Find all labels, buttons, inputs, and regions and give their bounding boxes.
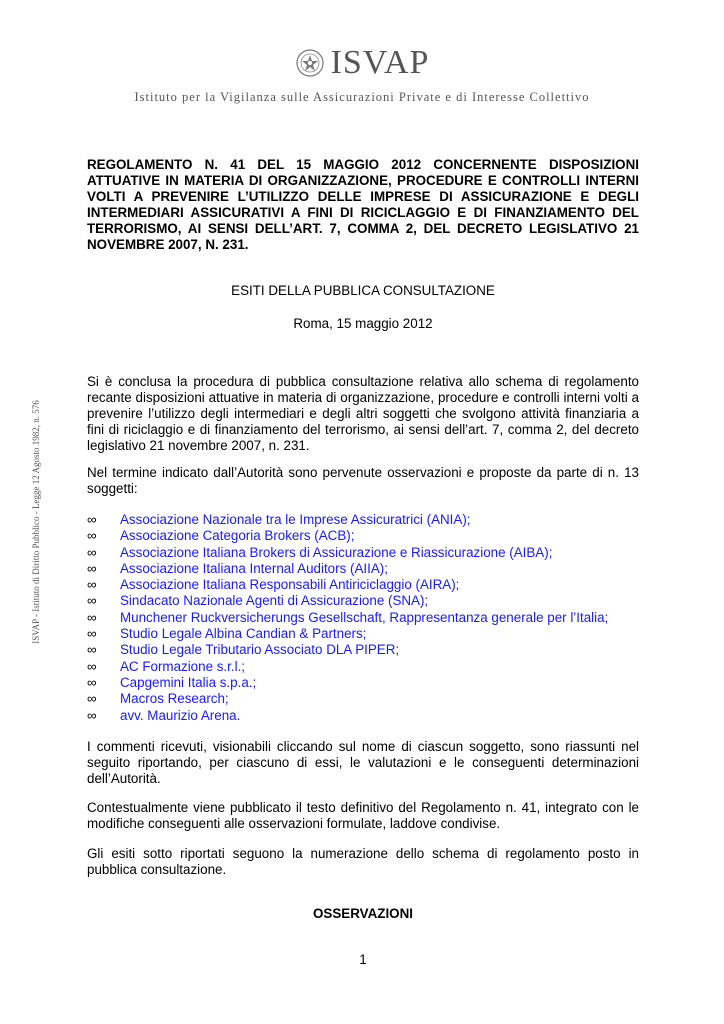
letterhead [0, 44, 724, 105]
regulation-title: REGOLAMENTO N. 41 DEL 15 MAGGIO 2012 CONCERNENTE DISPOSIZIONI ATTUATIVE IN MATERIA DI ORGANIZZAZIONE, PROCEDURE E CONTROLLI INTERNI VOLTI A PREVENIRE L’UTILIZZO DELLE IMPRESE DI ASSICURAZIONE E DEGLI INTERMEDIARI ASSICURATIVI A FINI DI RICICLAGGIO E DI FINANZIAMENTO DEL TERRORISMO, AI SENSI DELL’ART. 7, COMMA 2, DEL DECRETO LEGISLATIVO 21 NOVEMBRE 2007, N. 231. [87, 157, 639, 252]
date-line: Roma, 15 maggio 2012 [293, 316, 433, 331]
page-number: 1 [359, 952, 367, 967]
infinity-bullet-icon: ∞ [87, 674, 97, 690]
subject-link-munchener[interactable]: Munchener Ruckversicherungs Gesellschaft, Rappresentanza generale per l’Italia; [120, 609, 609, 625]
paragraph-intro: Si è conclusa la procedura di pubblica consultazione relativa allo schema di regolamento recante disposizioni attuative in materia di organizzazione, procedure e controlli interni volti a prevenire l’utilizzo degli intermediari e degli altri soggetti che svolgono attività finanziaria a fini di riciclaggio e di finanziamento del terrorismo, ai sensi dell’art. 7, comma 2, del decreto legislativo 21 novembre 2007, n. 231. [87, 374, 639, 453]
subject-link-ac-formazione[interactable]: AC Formazione s.r.l.; [120, 658, 246, 674]
list-item [87, 659, 639, 675]
subject-link-capgemini[interactable]: Capgemini Italia s.p.a.; [120, 674, 257, 690]
italian-republic-emblem-icon [295, 48, 325, 78]
vertical-sidebar-note [28, 388, 44, 656]
paragraph-publication: Contestualmente viene pubblicato il testo definitivo del Regolamento n. 41, integrato con le modifiche conseguenti alle osservazioni formulate, laddove condivise. [87, 800, 639, 831]
subject-link-candian[interactable]: Studio Legale Albina Candian & Partners; [120, 626, 367, 642]
infinity-bullet-icon: ∞ [87, 528, 97, 544]
institute-subtitle: Istituto per la Vigilanza sulle Assicurazioni Private e di Interesse Collettivo [134, 90, 590, 104]
list-item [87, 675, 639, 691]
list-item [87, 708, 639, 724]
infinity-bullet-icon: ∞ [87, 560, 97, 576]
list-item [87, 545, 639, 561]
subject-link-arena[interactable]: avv. Maurizio Arena. [120, 707, 241, 723]
subject-link-sna[interactable]: Sindacato Nazionale Agenti di Assicurazione (SNA); [120, 593, 429, 609]
infinity-bullet-icon: ∞ [87, 512, 97, 527]
section-heading-osservazioni: OSSERVAZIONI [313, 906, 413, 921]
list-item [87, 642, 639, 658]
infinity-bullet-icon: ∞ [87, 642, 97, 658]
list-item [87, 528, 639, 544]
section-heading-esiti: ESITI DELLA PUBBLICA CONSULTAZIONE [231, 283, 495, 298]
subject-link-macros[interactable]: Macros Research; [120, 691, 229, 707]
infinity-bullet-icon: ∞ [87, 609, 97, 625]
list-item [87, 561, 639, 577]
infinity-bullet-icon: ∞ [87, 658, 97, 674]
logo-text: ISVAP [330, 44, 430, 81]
list-item [87, 593, 639, 609]
list-item [87, 610, 639, 626]
infinity-bullet-icon: ∞ [87, 691, 97, 707]
subject-link-aiba[interactable]: Associazione Italiana Brokers di Assicurazione e Riassicurazione (AIBA); [120, 544, 553, 560]
infinity-bullet-icon: ∞ [87, 707, 97, 723]
logo [0, 44, 724, 82]
infinity-bullet-icon: ∞ [87, 626, 97, 642]
subjects-list [87, 512, 639, 724]
list-item [87, 577, 639, 593]
subject-link-dla-piper[interactable]: Studio Legale Tributario Associato DLA PIPER; [120, 642, 400, 658]
paragraph-subjects-intro: Nel termine indicato dall’Autorità sono pervenute osservazioni e proposte da parte di n. 13 soggetti: [87, 465, 639, 496]
subject-link-acb[interactable]: Associazione Categoria Brokers (ACB); [120, 528, 355, 544]
paragraph-numbering: Gli esiti sotto riportati seguono la numerazione dello schema di regolamento posto in pubblica consultazione. [87, 846, 639, 877]
paragraph-comments: I commenti ricevuti, visionabili cliccando sul nome di ciascun soggetto, sono riassunti nel seguito riportando, per ciascuno di essi, le valutazioni e le conseguenti determinazioni dell’Autorità. [87, 739, 639, 786]
subject-link-aira[interactable]: Associazione Italiana Responsabili Antiriciclaggio (AIRA); [120, 577, 460, 593]
list-item [87, 626, 639, 642]
infinity-bullet-icon: ∞ [87, 577, 97, 593]
subject-link-ania[interactable]: Associazione Nazionale tra le Imprese Assicuratrici (ANIA); [120, 512, 471, 527]
infinity-bullet-icon: ∞ [87, 544, 97, 560]
sidebar-text: ISVAP - Istituto di Diritto Pubblico - Legge 12 Agosto 1982, n. 576 [31, 400, 41, 644]
subject-link-aiia[interactable]: Associazione Italiana Internal Auditors (AIIA); [120, 560, 388, 576]
infinity-bullet-icon: ∞ [87, 593, 97, 609]
list-item [87, 512, 639, 528]
list-item [87, 691, 639, 707]
